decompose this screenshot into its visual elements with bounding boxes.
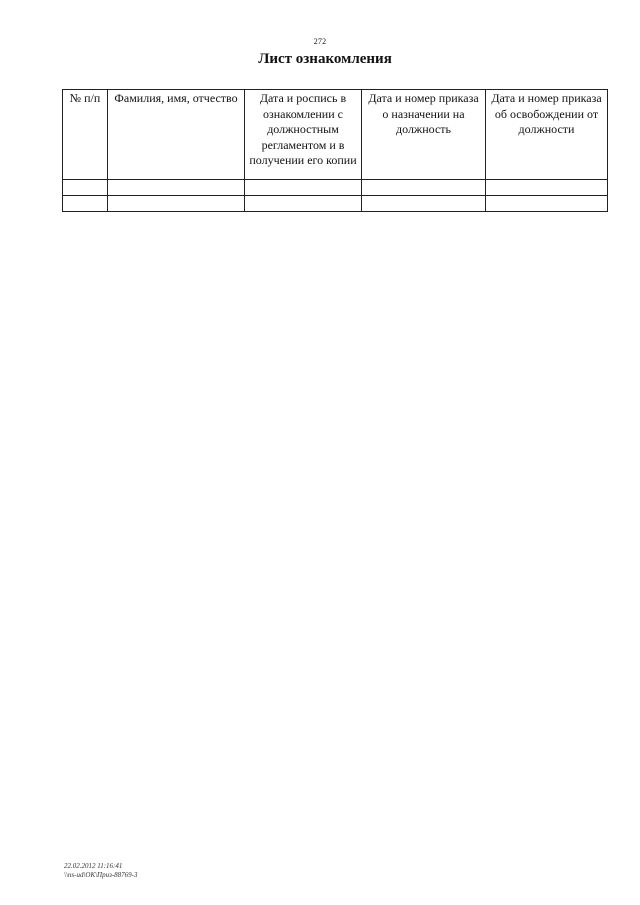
table-row [63,196,608,212]
table-cell [486,196,608,212]
table-header-row [63,90,608,180]
table-cell [108,180,245,196]
footer-timestamp: 22.02.2012 11:16:41 [64,862,123,870]
table-cell [245,180,362,196]
table-cell [108,196,245,212]
header-number: № п/п [63,90,108,180]
page-number: 272 [313,37,327,46]
header-dismissal-order: Дата и номер приказа об освобождении от должности [486,90,608,180]
table-cell [362,180,486,196]
acknowledgement-table [62,89,608,212]
table-cell [63,180,108,196]
table-cell [362,196,486,212]
header-appointment-order: Дата и номер приказа о назначении на должность [362,90,486,180]
header-acknowledgement-date-signature: Дата и роспись в ознакомлении с должностным регламентом и в получении его копии [245,90,362,180]
page-title: Лист ознакомления [258,51,392,67]
table-cell [63,196,108,212]
table-row [63,180,608,196]
document-footer [64,862,138,880]
table-cell [245,196,362,212]
header-full-name: Фамилия, имя, отчество [108,90,245,180]
table-cell [486,180,608,196]
footer-file-path: \\ns-ud\ОК\Приз-88769-3 [64,871,138,879]
